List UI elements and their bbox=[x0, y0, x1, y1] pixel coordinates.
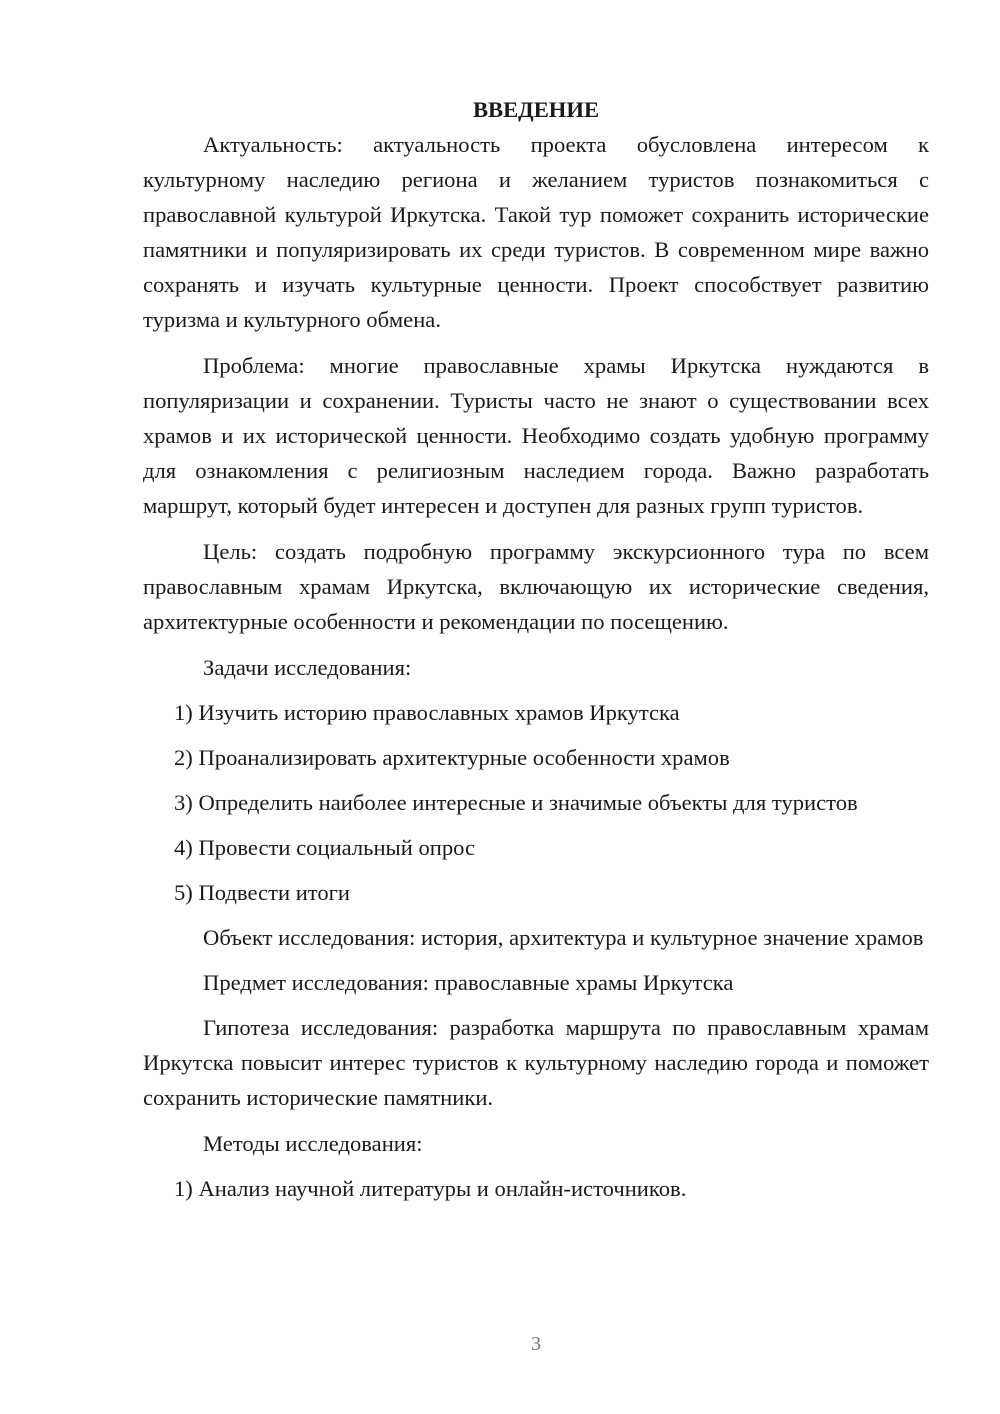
hypothesis-paragraph: Гипотеза исследования: разработка маршрута по православным храмам Иркутска повысит интерес туристов к культурному наследию города и поможет сохранить исторические памятники. bbox=[143, 1015, 929, 1110]
list-item: 3) Определить наиболее интересные и значимые объекты для туристов bbox=[174, 790, 858, 815]
page-number: 3 bbox=[531, 1333, 541, 1355]
list-item: 1) Анализ научной литературы и онлайн-источников. bbox=[174, 1176, 687, 1201]
problem-paragraph: Проблема: многие православные храмы Иркутска нуждаются в популяризации и сохранении. Туристы часто не знают о существовании всех храмов и их исторической ценности. Необходимо создать удобную программу для ознакомления с религиозным наследием города. Важно разработать маршрут, который будет интересен и доступен для разных групп туристов. bbox=[143, 353, 929, 518]
subject-paragraph: Предмет исследования: православные храмы Иркутска bbox=[203, 970, 734, 995]
goal-paragraph: Цель: создать подробную программу экскурсионного тура по всем православным храмам Иркутска, включающую их исторические сведения, архитектурные особенности и рекомендации по посещению. bbox=[143, 539, 929, 634]
methods-heading: Методы исследования: bbox=[203, 1131, 423, 1156]
tasks-list bbox=[143, 695, 929, 910]
list-item: 5) Подвести итоги bbox=[174, 880, 351, 905]
list-item: 2) Проанализировать архитектурные особенности храмов bbox=[174, 745, 730, 770]
methods-list bbox=[143, 1171, 929, 1206]
object-paragraph: Объект исследования: история, архитектура и культурное значение храмов bbox=[203, 925, 924, 950]
list-item: 1) Изучить историю православных храмов Иркутска bbox=[174, 700, 680, 725]
relevance-paragraph: Актуальность: актуальность проекта обусловлена интересом к культурному наследию региона и желанием туристов познакомиться с православной культурой Иркутска. Такой тур поможет сохранить исторические памятники и популяризировать их среди туристов. В современном мире важно сохранять и изучать культурные ценности. Проект способствует развитию туризма и культурного обмена. bbox=[143, 132, 929, 332]
page-title: ВВЕДЕНИЕ bbox=[472, 97, 600, 122]
tasks-heading: Задачи исследования: bbox=[203, 655, 412, 680]
list-item: 4) Провести социальный опрос bbox=[174, 835, 476, 860]
document-page bbox=[143, 92, 929, 1206]
